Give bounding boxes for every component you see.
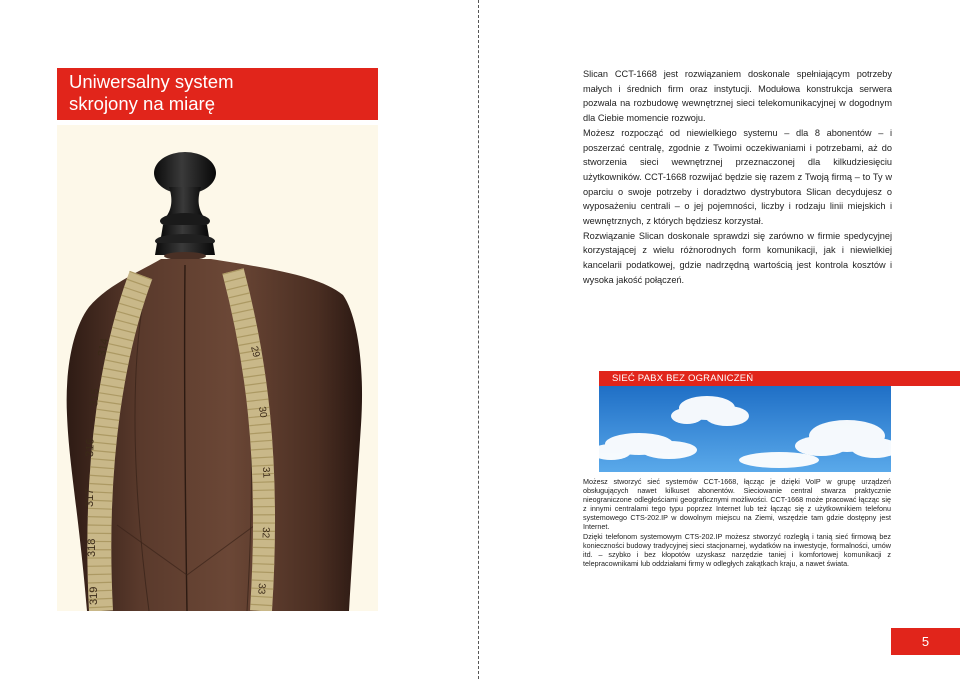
- tape-label: 31: [260, 466, 272, 479]
- intro-paragraph-1: Slican CCT-1668 jest rozwiązaniem doskonale spełniającym potrzeby małych i średnich firm oraz instytucji. Modułowa konstrukcja serwera pozwala na rozbudowę wewnętrznej sieci telekomunikacyjnej w dogodnym dla Ciebie momencie rozwoju.: [583, 69, 892, 124]
- intro-paragraph-3: Rozwiązanie Slican doskonale sprawdzi się zarówno w firmie spedycyjnej korzystającej z wielu różnorodnych form komunikacji, jak i niewielkiej kancelarii podatkowej, gdzie nadrzędną wartością jest kontrola kosztów i wysoka jakość połączeń.: [583, 230, 892, 285]
- title-banner: [57, 68, 378, 120]
- tape-label: 29: [248, 345, 262, 359]
- section-text: [583, 477, 891, 568]
- tape-label: 32: [259, 526, 271, 539]
- tape-label: 318: [86, 538, 98, 557]
- page-fold-line: [478, 0, 479, 679]
- page-title-line-2: skrojony na miarę: [69, 93, 216, 114]
- page-number: 5: [921, 634, 930, 649]
- tape-label: 315: [88, 387, 102, 408]
- sky-illustration: [599, 386, 891, 472]
- section-paragraph-2: Dzięki telefonom systemowym CTS-202.IP możesz stworzyć rozległą i tanią sieć firmową bez konieczności budowy tradycyjnej sieci stacjonarnej, wydatków na inwestycje, formalności, umów itd. – szybko i bez kłopotów uzyskasz narzędzie taniej i komfortowej komunikacji z telepracownikami lub oddziałami firmy w odległych zakątkach kraju, a nawet świata.: [583, 531, 891, 568]
- tape-label: 319: [88, 586, 100, 605]
- page-title-line-1: Uniwersalny system: [69, 71, 234, 92]
- tape-label: 314: [96, 337, 112, 358]
- dress-form-photo: [57, 125, 378, 611]
- intro-text: [583, 67, 892, 288]
- section-paragraph-1: Możesz stworzyć sieć systemów CCT-1668, łącząc je dzięki VoIP w grupę urządzeń obsługujących nawet kilkuset abonentów. Sieciowanie central stwarza praktycznie nieograniczone odległościami geograficznymi możliwości. CCT-1668 może pracować łącząc się z innymi centralami tego typu poprzez Internet lub też łącząc się z użytkownikiem telefonu systemowego CTS-202.IP w dowolnym miejscu na Ziemi, wszędzie tam gdzie dostępny jest Internet.: [583, 477, 891, 532]
- dress-form-illustration: [57, 125, 378, 611]
- section-heading-bar: [599, 371, 960, 386]
- sky-clouds-photo: [599, 386, 891, 472]
- tape-label: 30: [256, 405, 269, 419]
- section-title: SIEĆ PABX BEZ OGRANICZEŃ: [612, 373, 754, 384]
- tape-label: 33: [255, 582, 267, 595]
- page-number-badge: [891, 628, 960, 655]
- tape-label: 316: [84, 438, 97, 458]
- intro-paragraph-2: Możesz rozpocząć od niewielkiego systemu – dla 8 abonentów – i poszerzać centralę, zgodnie z Twoimi oczekiwaniami i potrzebami, aż do stworzenia sieci wewnętrznej przeznaczonej dla kilkudziesięciu użytkowników. CCT-1668 rozwijać będzie się razem z Twoją firmą – to Ty w oparciu o swoje potrzeby i doradztwo dystrybutora Slican decydujesz o wyposażeniu centrali – o jej pojemności, liczby i rodzaju linii miejskich i wewnętrznych, z których będziesz korzystał.: [583, 127, 892, 227]
- tape-label: 317: [84, 488, 96, 507]
- page-title: [69, 71, 234, 115]
